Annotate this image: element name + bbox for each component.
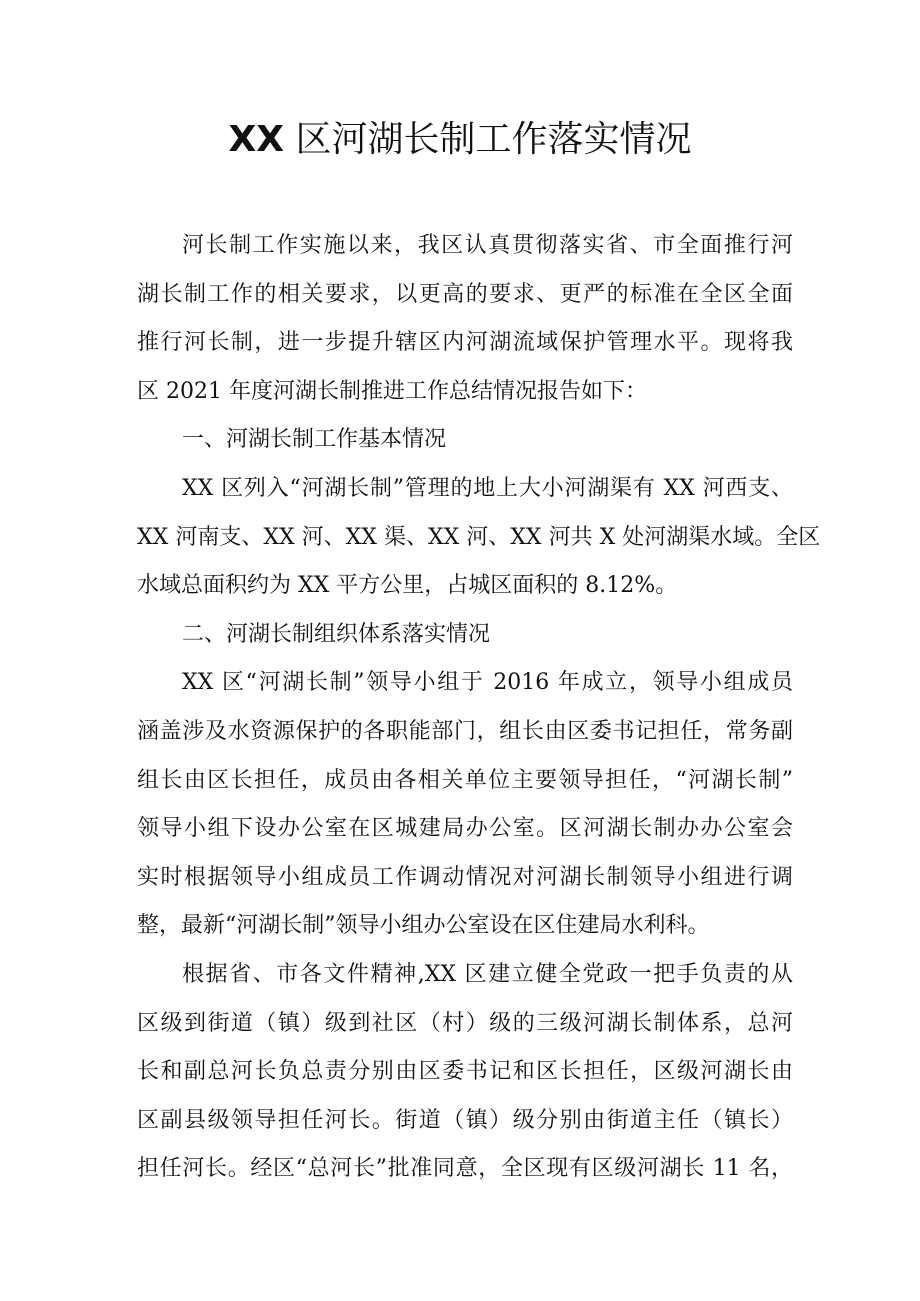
paragraph-line: 实时根据领导小组成员工作调动情况对河湖长制领导小组进行调 bbox=[137, 864, 793, 890]
paragraph-line: 组长由区长担任，成员由各相关单位主要领导担任，“河湖长制” bbox=[137, 767, 793, 793]
document-body bbox=[137, 222, 821, 1194]
paragraph-line: 区副县级领导担任河长。街道（镇）级分别由街道主任（镇长） bbox=[137, 1107, 793, 1133]
paragraph-line: XX 区“河湖长制”领导小组于 2016 年成立，领导小组成员 bbox=[182, 670, 793, 696]
paragraph-line: 领导小组下设办公室在区城建局办公室。区河湖长制办办公室会 bbox=[137, 816, 793, 842]
paragraph-line: XX 区列入“河湖长制”管理的地上大小河湖渠有 XX 河西支、 bbox=[182, 475, 793, 501]
paragraph-line: 长和副总河长负总责分别由区委书记和区长担任，区级河湖长由 bbox=[137, 1059, 793, 1085]
paragraph-line: 根据省、市各文件精神,XX 区建立健全党政一把手负责的从 bbox=[182, 961, 793, 987]
paragraph-line: 涵盖涉及水资源保护的各职能部门，组长由区委书记担任，常务副 bbox=[137, 718, 793, 744]
section-heading: 一、河湖长制工作基本情况 bbox=[182, 427, 447, 453]
paragraph-line: 推行河长制，进一步提升辖区内河湖流域保护管理水平。现将我 bbox=[137, 330, 793, 356]
paragraph-line: 河长制工作实施以来，我区认真贯彻落实省、市全面推行河 bbox=[182, 233, 793, 258]
paragraph-line: 担任河长。经区“总河长”批准同意，全区现有区级河湖长 11 名， bbox=[137, 1156, 793, 1182]
paragraph-line: 区 2021 年度河湖长制推进工作总结情况报告如下： bbox=[137, 378, 647, 404]
paragraph-line: 区级到街道（镇）级到社区（村）级的三级河湖长制体系，总河 bbox=[137, 1010, 793, 1036]
title-prefix: XX bbox=[228, 119, 285, 160]
section-heading: 二、河湖长制组织体系落实情况 bbox=[182, 621, 491, 647]
paragraph-line: 整，最新“河湖长制”领导小组办公室设在区住建局水利科。 bbox=[137, 913, 710, 939]
paragraph-line: XX 河南支、XX 河、XX 渠、XX 河、XX 河共 X 处河湖渠水域。全区 bbox=[137, 524, 821, 550]
title-text: 区河湖长制工作落实情况 bbox=[295, 119, 692, 160]
document-title bbox=[0, 112, 920, 168]
paragraph-line: 湖长制工作的相关要求，以更高的要求、更严的标准在全区全面 bbox=[137, 281, 793, 307]
paragraph-line: 水域总面积约为 XX 平方公里，占城区面积的 8.12%。 bbox=[137, 573, 678, 599]
